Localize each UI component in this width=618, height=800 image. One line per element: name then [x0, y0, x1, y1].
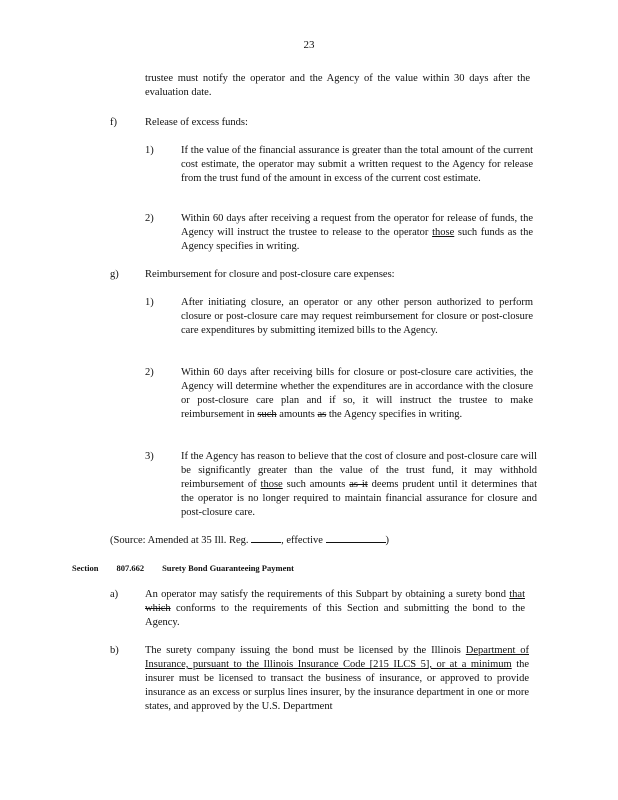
item-f1-text: If the value of the financial assurance is greater than the total amount of the current cost estimate, the operator may submit a written request to the Agency for release from the trust fund of the amount in excess of the current cost estimate. — [181, 145, 533, 184]
blank-line — [251, 532, 281, 543]
item-f2-text: Within 60 days after receiving a request from the operator for release of funds, the Agency will instruct the trustee to release to the operator those such funds as the Agency specifies in writing. — [181, 213, 534, 252]
deleted-text: which — [145, 603, 171, 614]
item-g1-text: After initiating closure, an operator or any other person authorized to perform closure or post-closure care may request reimbursement for closure or post-closure care expenditures by submitting itemized bills to the Agency. — [181, 297, 533, 336]
deleted-text: as it — [349, 479, 368, 490]
item-f-title: Release of excess funds: — [145, 117, 248, 128]
item-b-text: The surety company issuing the bond must be licensed by the Illinois Department of Insurance, pursuant to the Illinois Insurance Code [215 ILCS 5], or at a minimum the insurer must be licensed to transact the business of insurance, or approved to provide insurance as an excess or surplus lines insurer, by the insurance department in one or more states, and approved by the U.S. Department — [145, 645, 530, 712]
item-g3-text: If the Agency has reason to believe that the cost of closure and post-closure care will be significantly greater than the value of the trust fund, it may withhold reimbursement of those such amounts as it deems prudent until it determines that the operator is no longer required to maintain financial assurance for closure and post-closure care. — [181, 451, 538, 518]
intro-continuation: trustee must notify the operator and the Agency of the value within 30 days after the evaluation date. — [145, 73, 530, 98]
item-g-title: Reimbursement for closure and post-closure care expenses: — [145, 269, 395, 280]
source-note: (Source: Amended at 35 Ill. Reg. , effective ) — [110, 532, 389, 548]
blank-line — [326, 532, 386, 543]
inserted-text: Department of Insurance, pursuant to the Illinois Insurance Code [215 ILCS 5], or at a minimum — [145, 645, 530, 670]
deleted-text: as — [317, 409, 327, 420]
item-f1-label: 1) — [145, 145, 154, 156]
inserted-text: that — [509, 589, 525, 600]
item-f-label: f) — [110, 117, 117, 128]
item-b-label: b) — [110, 645, 119, 656]
item-g1-label: 1) — [145, 297, 154, 308]
section-heading: Section 807.662 Surety Bond Guaranteeing Payment — [72, 563, 294, 573]
deleted-text: such — [257, 409, 277, 420]
item-g3-label: 3) — [145, 451, 154, 462]
item-g-label: g) — [110, 269, 119, 280]
inserted-text: those — [432, 227, 455, 238]
item-a-text: An operator may satisfy the requirements of this Subpart by obtaining a surety bond that which conforms to the requirements of this Section and submitting the bond to the Agency. — [145, 589, 525, 628]
page-number: 23 — [303, 39, 315, 51]
inserted-text: those — [260, 479, 283, 490]
item-f2-label: 2) — [145, 213, 154, 224]
item-g2-label: 2) — [145, 367, 154, 378]
item-a-label: a) — [110, 589, 119, 600]
item-g2-text: Within 60 days after receiving bills for closure or post-closure care activities, the Agency will determine whether the expenditures are in accordance with the closure or post-closure care plan and if so, it will instruct the trustee to make reimbursement in such amounts as the Agency specifies in writing. — [181, 367, 533, 420]
